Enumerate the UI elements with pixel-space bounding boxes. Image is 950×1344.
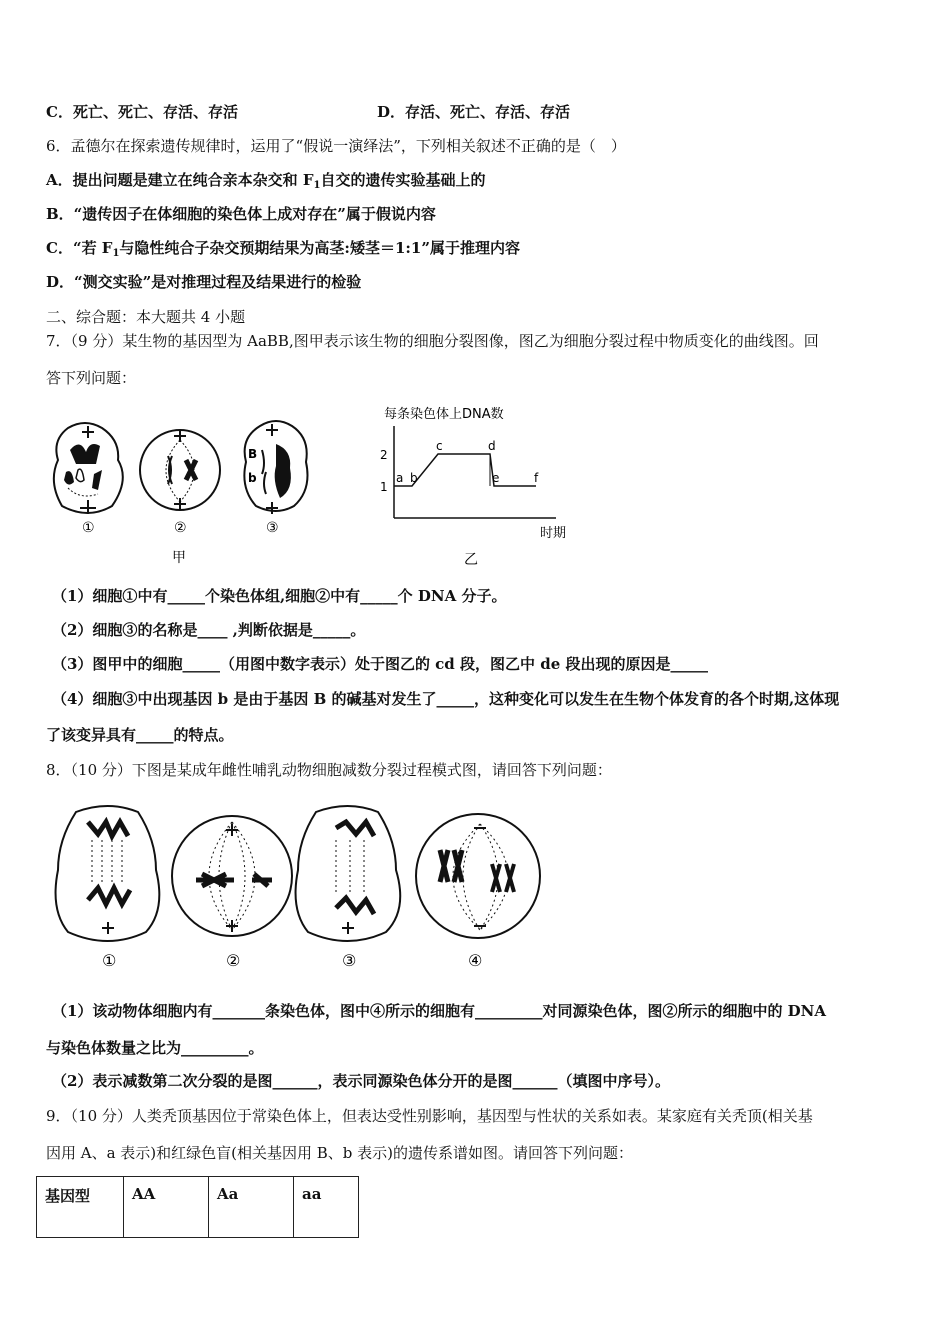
q9-stem-line1: 9．（10 分）人类秃顶基因位于常染色体上，但表达受性别影响，基因型与性状的关系如表。某家庭有关秃顶(相关基 xyxy=(46,1107,813,1125)
q8-cell-label-1: ① xyxy=(102,951,117,970)
q7-stem-line1: 7．（9 分）某生物的基因型为 AaBB,图甲表示该生物的细胞分裂图像，图乙为细胞分裂过程中物质变化的曲线图。回 xyxy=(46,332,819,350)
q7-sub1: （1）细胞①中有_____个染色体组,细胞②中有_____个 DNA 分子。 xyxy=(52,587,507,605)
table-cell: AA xyxy=(124,1177,209,1238)
q6-a-post: 自交的遗传实验基础上的 xyxy=(320,171,486,189)
q9-stem-line2: 因用 A、a 表示)和红绿色盲(相关基因用 B、b 表示)的遗传系谱如图。请回答下列问题： xyxy=(46,1144,634,1162)
q7-sub3: （3）图甲中的细胞_____（用图中数字表示）处于图乙的 cd 段，图乙中 de 段出现的原因是_____ xyxy=(52,655,708,673)
q8-sub2: （2）表示减数第二次分裂的是图______，表示同源染色体分开的是图______（填图中序号）。 xyxy=(52,1072,670,1090)
q8-cell-label-4: ④ xyxy=(468,951,483,970)
figure-q8-cells xyxy=(46,800,546,975)
q6-option-d: D．“测交实验”是对推理过程及结果进行的检验 xyxy=(46,273,362,291)
q6-c-sub: 1 xyxy=(112,248,120,259)
fig-jia-label: 甲 xyxy=(172,550,186,566)
figure-jia xyxy=(40,410,330,570)
cell-3-diagram xyxy=(244,421,307,514)
point-label-f: f xyxy=(534,471,539,485)
figure-yi-chart xyxy=(360,400,600,570)
q8-sub1-line1: （1）该动物体细胞内有_______条染色体，图中④所示的细胞有_________对同源染色体，图②所示的细胞中的 DNA xyxy=(52,1002,827,1020)
point-label-b: b xyxy=(410,471,418,485)
q8-cell-3-diagram xyxy=(296,806,401,941)
table-cell: Aa xyxy=(209,1177,294,1238)
genotype-table xyxy=(36,1176,359,1238)
q5-option-d: D．存活、死亡、存活、存活 xyxy=(377,103,571,121)
q8-stem: 8．（10 分）下图是某成年雌性哺乳动物细胞减数分裂过程模式图，请回答下列问题： xyxy=(46,761,612,779)
q6-option-b: B．“遗传因子在体细胞的染色体上成对存在”属于假说内容 xyxy=(46,205,436,223)
cell-1-diagram xyxy=(54,423,123,514)
q6-stem: 6．孟德尔在探索遗传规律时，运用了“假说一演绎法”，下列相关叙述不正确的是（ ） xyxy=(46,137,626,155)
q6-c-pre: C．“若 F xyxy=(46,239,113,257)
section2-title: 二、综合题：本大题共 4 小题 xyxy=(46,308,246,326)
point-label-d: d xyxy=(488,439,496,453)
point-label-e: e xyxy=(492,471,500,485)
y-tick-label: 2 xyxy=(380,448,388,462)
cell-label-1: ① xyxy=(82,520,95,536)
q8-sub1-line2: 与染色体数量之比为_________。 xyxy=(46,1039,264,1057)
q6-c-post: 与隐性纯合子杂交预期结果为高茎:矮茎＝1:1”属于推理内容 xyxy=(119,239,521,257)
q8-cell-label-2: ② xyxy=(226,951,241,970)
cell-2-diagram xyxy=(140,430,220,510)
q7-stem-line2: 答下列问题： xyxy=(46,369,137,387)
point-label-a: a xyxy=(396,471,404,485)
q7-sub2: （2）细胞③的名称是____ ,判断依据是_____。 xyxy=(52,621,366,639)
chart-title: 每条染色体上DNA数 xyxy=(384,407,504,422)
q6-a-pre: A．提出问题是建立在纯合亲本杂交和 F xyxy=(46,171,314,189)
q6-option-a xyxy=(46,170,486,196)
q7-sub4-line2: 了该变异具有_____的特点。 xyxy=(46,726,234,744)
q6-a-sub: 1 xyxy=(313,180,321,191)
y-tick-label: 1 xyxy=(380,480,388,494)
cell-label-2: ② xyxy=(174,520,187,536)
q8-cell-1-diagram xyxy=(56,806,160,941)
q8-cell-2-diagram xyxy=(172,816,292,936)
q6-option-c xyxy=(46,238,520,264)
x-axis-label: 时期 xyxy=(540,526,567,541)
q7-sub4-line1: （4）细胞③中出现基因 b 是由于基因 B 的碱基对发生了_____，这种变化可以发生在生物个体发育的各个时期,这体现 xyxy=(52,690,840,708)
table-row xyxy=(37,1177,359,1238)
fig-yi-label: 乙 xyxy=(464,552,478,568)
point-label-c: c xyxy=(436,439,443,453)
q8-cell-label-3: ③ xyxy=(342,951,357,970)
table-cell: 基因型 xyxy=(37,1177,124,1238)
gene-label-b: b xyxy=(248,471,257,485)
table-cell: aa xyxy=(294,1177,359,1238)
q8-cell-4-diagram xyxy=(416,814,540,938)
q5-option-c: C．死亡、死亡、存活、存活 xyxy=(46,103,238,121)
gene-label-B: B xyxy=(248,447,258,461)
cell-label-3: ③ xyxy=(266,520,279,536)
